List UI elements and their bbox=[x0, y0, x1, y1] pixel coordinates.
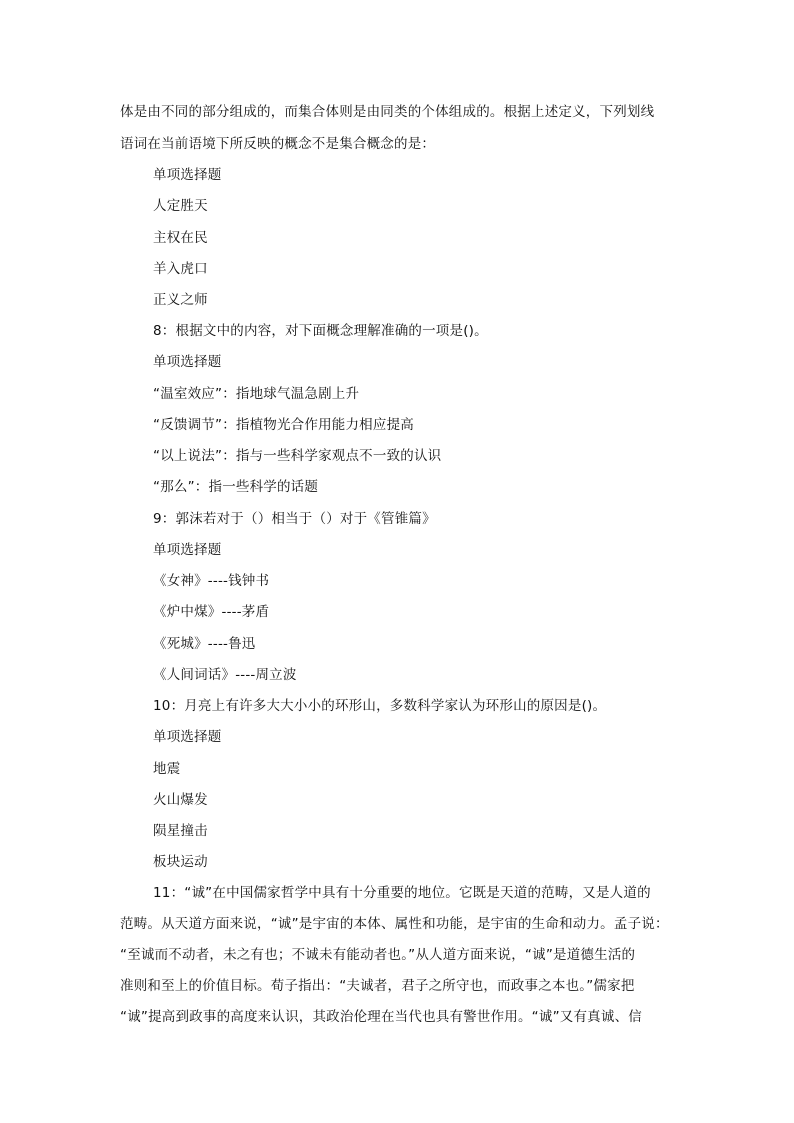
q7-type-label: 单项选择题 bbox=[153, 167, 222, 183]
q11-paragraph-line-3: “至诚而不动者，未之有也；不诚未有能动者也。”从人道方面来说，“诚”是道德生活的 bbox=[120, 947, 636, 963]
q10-option-a: 地震 bbox=[153, 761, 181, 777]
q10-option-b: 火山爆发 bbox=[153, 792, 208, 808]
q10-stem: 10：月亮上有许多大大小小的环形山，多数科学家认为环形山的原因是()。 bbox=[153, 698, 607, 714]
q9-type-label: 单项选择题 bbox=[153, 542, 222, 558]
intro-line-1: 体是由不同的部分组成的，而集合体则是由同类的个体组成的。根据上述定义，下列划线 bbox=[120, 104, 655, 120]
q9-option-c: 《死城》----鲁迅 bbox=[153, 636, 256, 652]
q7-option-d: 正义之师 bbox=[153, 292, 208, 308]
q10-option-c: 陨星撞击 bbox=[153, 823, 208, 839]
q11-paragraph-line-1: 11：“诚”在中国儒家哲学中具有十分重要的地位。它既是天道的范畴，又是人道的 bbox=[153, 885, 651, 901]
q10-option-d: 板块运动 bbox=[153, 854, 208, 870]
q8-option-a: “温室效应”：指地球气温急剧上升 bbox=[153, 386, 360, 402]
q7-option-c: 羊入虎口 bbox=[153, 261, 208, 277]
q9-option-b: 《炉中煤》----茅盾 bbox=[153, 604, 270, 620]
q9-stem: 9：郭沫若对于（）相当于（）对于《管锥篇》 bbox=[153, 511, 436, 527]
intro-line-2: 语词在当前语境下所反映的概念不是集合概念的是： bbox=[120, 136, 436, 152]
q8-option-b: “反馈调节”：指植物光合作用能力相应提高 bbox=[153, 417, 414, 433]
q9-option-a: 《女神》----钱钟书 bbox=[153, 573, 270, 589]
q10-type-label: 单项选择题 bbox=[153, 729, 222, 745]
q8-type-label: 单项选择题 bbox=[153, 354, 222, 370]
q11-paragraph-line-5: “诚”提高到政事的高度来认识，其政治伦理在当代也具有警世作用。“诚”又有真诚、信 bbox=[120, 1009, 642, 1025]
q9-option-d: 《人间词话》----周立波 bbox=[153, 667, 297, 683]
q7-option-b: 主权在民 bbox=[153, 230, 208, 246]
q8-option-d: “那么”：指一些科学的话题 bbox=[153, 479, 319, 495]
q8-stem: 8：根据文中的内容，对下面概念理解准确的一项是()。 bbox=[153, 323, 488, 339]
q8-option-c: “以上说法”：指与一些科学家观点不一致的认识 bbox=[153, 448, 442, 464]
q7-option-a: 人定胜天 bbox=[153, 198, 208, 214]
q11-paragraph-line-4: 准则和至上的价值目标。荀子指出：“夫诚者，君子之所守也，而政事之本也。”儒家把 bbox=[120, 978, 635, 994]
q11-paragraph-line-2: 范畴。从天道方面来说，“诚”是宇宙的本体、属性和功能，是宇宙的生命和动力。孟子说： bbox=[120, 916, 669, 932]
